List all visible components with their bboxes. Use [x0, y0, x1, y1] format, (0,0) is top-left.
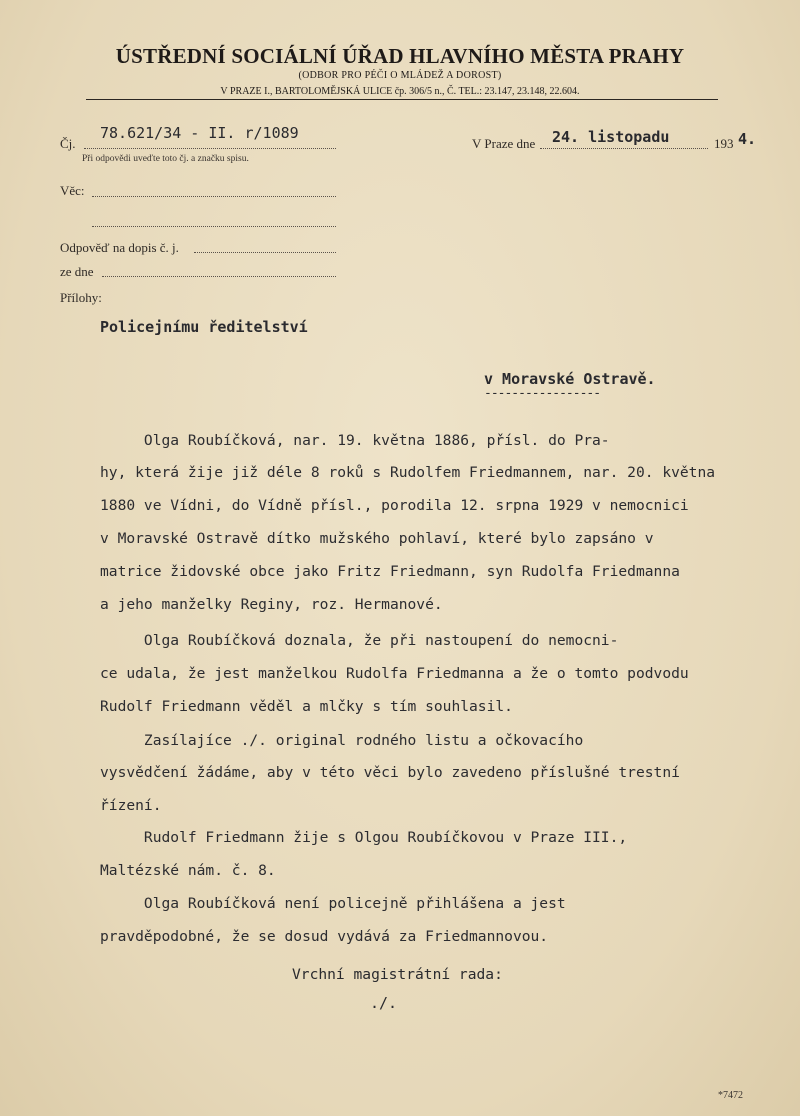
body-line: 1880 ve Vídni, do Vídně přísl., porodila 12. srpna 1929 v nemocnici — [100, 497, 689, 514]
signature-mark: ./. — [370, 994, 398, 1012]
letterhead-divider — [86, 99, 718, 100]
prilohy-label: Přílohy: — [60, 290, 102, 305]
body-line: v Moravské Ostravě dítko mužského pohlaví, které bylo zapsáno v — [100, 530, 654, 547]
body-line: Maltézské nám. č. 8. — [100, 862, 276, 879]
vec-label: Věc: — [60, 183, 85, 198]
body-line: Olga Roubíčková není policejně přihlášena a jest — [100, 895, 566, 912]
vec-dotted-line-1 — [92, 196, 336, 197]
vec-dotted-line-2 — [92, 226, 336, 227]
date-dotted-line — [540, 148, 708, 149]
body-line: a jeho manželky Reginy, roz. Hermanové. — [100, 596, 443, 613]
body-line: ce udala, že jest manželkou Rudolfa Friedmanna a že o tomto podvodu — [100, 665, 689, 682]
body-line: Rudolf Friedmann žije s Olgou Roubíčkovou v Praze III., — [100, 829, 628, 846]
body-line: hy, která žije již déle 8 roků s Rudolfem Friedmannem, nar. 20. května — [100, 464, 716, 481]
body-line: Rudolf Friedmann věděl a mlčky s tím souhlasil. — [100, 698, 513, 715]
letterhead-title: ÚSTŘEDNÍ SOCIÁLNÍ ÚŘAD HLAVNÍHO MĚSTA PRAHY — [115, 44, 685, 68]
recipient-line-2: v Moravské Ostravě. — [484, 370, 656, 388]
body-line: Zasílajíce ./. original rodného listu a očkovacího — [100, 732, 584, 749]
ze-dne-dotted-line — [102, 276, 336, 277]
year-prefix: 193 — [714, 136, 734, 151]
date-label: V Praze dne — [472, 136, 536, 151]
form-code: *7472 — [718, 1090, 743, 1101]
cj-note: Při odpovědi uveďte toto čj. a značku spisu. — [82, 154, 249, 164]
recipient-line-1: Policejnímu ředitelství — [100, 318, 308, 336]
body-line: Olga Roubíčková, nar. 19. května 1886, přísl. do Pra- — [100, 432, 610, 449]
letterhead-department: (ODBOR PRO PÉČI O MLÁDEŽ A DOROST) — [298, 70, 502, 81]
reply-label: Odpověď na dopis č. j. — [60, 240, 179, 255]
date-value: 24. listopadu — [552, 128, 670, 146]
body-line: matrice židovské obce jako Fritz Friedmann, syn Rudolfa Friedmanna — [100, 563, 680, 580]
cj-dotted-line — [84, 148, 336, 149]
body-line: vysvědčení žádáme, aby v této věci bylo zavedeno příslušné trestní — [100, 764, 680, 781]
reply-dotted-line — [194, 252, 336, 253]
signature-title: Vrchní magistrátní rada: — [292, 966, 503, 983]
year-suffix: 4. — [738, 130, 757, 148]
recipient-underline: ----------------- — [484, 386, 601, 401]
body-line: řízení. — [100, 797, 162, 814]
body-line: pravděpodobné, že se dosud vydává za Friedmannovou. — [100, 928, 549, 945]
ze-dne-label: ze dne — [60, 264, 94, 279]
body-line: Olga Roubíčková doznala, že při nastoupení do nemocni- — [100, 632, 619, 649]
cj-value: 78.621/34 - II. r/1089 — [100, 124, 299, 142]
cj-label: Čj. — [60, 136, 76, 151]
letterhead-address: V PRAZE I., BARTOLOMĚJSKÁ ULICE čp. 306/5 n., Č. TEL.: 23.147, 23.148, 22.604. — [220, 86, 580, 97]
